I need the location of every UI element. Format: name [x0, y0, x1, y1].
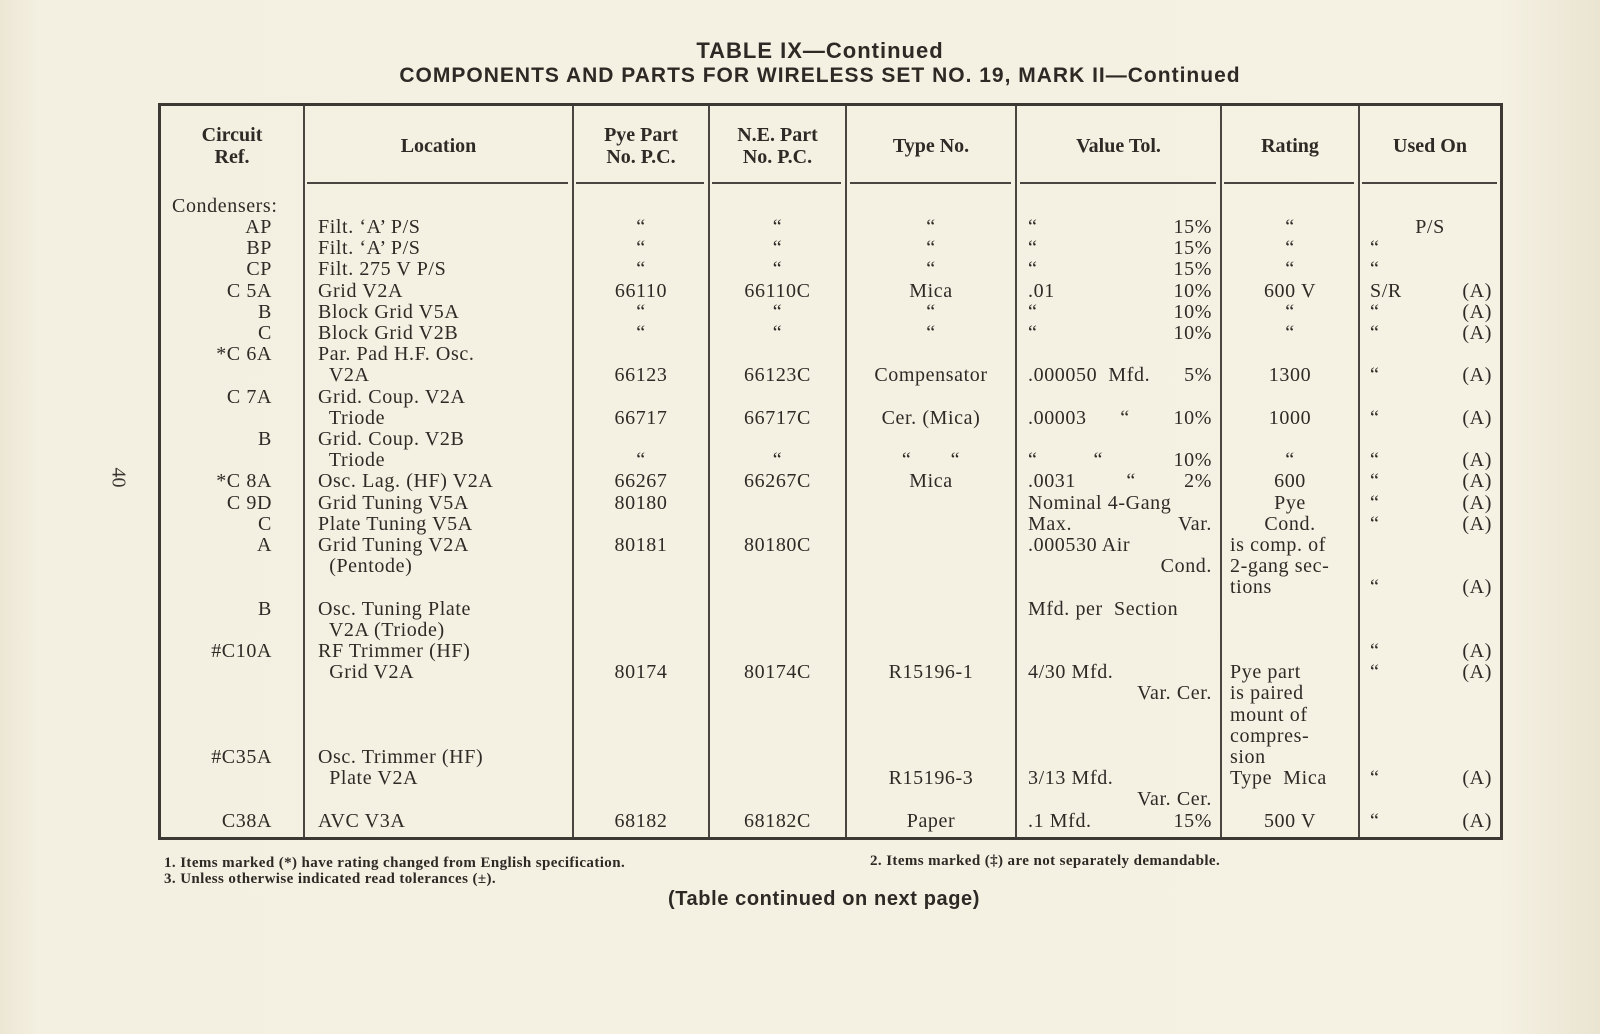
- header-used-on: Used On: [1393, 135, 1467, 157]
- footnote-3: 3. Unless otherwise indicated read tolerances (±).: [164, 871, 497, 887]
- cell-rating: compres-: [1230, 724, 1310, 747]
- cell-rating: sion: [1230, 746, 1266, 768]
- cell-used-on: “: [1370, 767, 1380, 790]
- header-type-no: Type No.: [892, 135, 970, 157]
- cell-rating: “: [1285, 258, 1295, 281]
- cell-type-no: Mica: [909, 279, 953, 302]
- cell-type-no: “: [926, 258, 936, 281]
- cell-pye-part: “: [636, 237, 646, 260]
- cell-pye-part: “: [636, 300, 646, 323]
- cell-circuit-ref: C: [258, 322, 272, 344]
- cell-location: Filt. 275 V P/S: [318, 258, 447, 281]
- cell-rating: 2-gang sec-: [1230, 555, 1330, 578]
- cell-tolerance: Cond.: [1160, 555, 1212, 578]
- cell-location: (Pentode): [318, 555, 413, 578]
- cell-value: .000050 Mfd.: [1028, 364, 1151, 387]
- cell-circuit-ref: CP: [246, 258, 272, 281]
- continued-note: (Table continued on next page): [667, 888, 981, 910]
- cell-pye-part: 66267: [614, 470, 668, 493]
- header-rule: [1362, 182, 1497, 184]
- cell-tolerance: 15%: [1173, 809, 1212, 832]
- cell-used-on-note: (A): [1462, 364, 1492, 387]
- cell-used-on-note: (A): [1462, 322, 1492, 344]
- cell-circuit-ref: C 7A: [226, 385, 272, 408]
- cell-ne-part: 66110C: [744, 279, 811, 302]
- cell-pye-part: “: [636, 449, 646, 472]
- cell-type-no: “: [926, 237, 936, 260]
- cell-tolerance: 15%: [1173, 237, 1212, 260]
- cell-used-on: “: [1370, 406, 1380, 429]
- header-circuit-ref: Circuit Ref.: [201, 124, 263, 168]
- cell-pye-part: 68182: [614, 809, 668, 832]
- header-rule: [1224, 182, 1354, 184]
- cell-location: Grid. Coup. V2A: [318, 385, 466, 408]
- cell-location: RF Trimmer (HF): [318, 640, 471, 662]
- page-number: 40: [107, 467, 130, 488]
- cell-rating: 600 V: [1263, 279, 1317, 302]
- cell-location: V2A: [318, 364, 370, 387]
- cell-used-on-note: (A): [1462, 491, 1492, 514]
- cell-location: Grid V2A: [318, 661, 415, 684]
- cell-circuit-ref: C 9D: [226, 491, 272, 514]
- cell-rating: tions: [1230, 576, 1272, 599]
- header-location: Location: [400, 135, 477, 157]
- cell-circuit-ref: C 5A: [226, 279, 272, 302]
- column-divider: [303, 106, 305, 837]
- cell-rating: Type Mica: [1230, 767, 1327, 790]
- cell-rating: “: [1285, 237, 1295, 260]
- cell-location: Grid Tuning V5A: [318, 491, 469, 514]
- cell-used-on: “: [1370, 300, 1380, 323]
- cell-used-on-note: (A): [1462, 512, 1492, 535]
- cell-ne-part: 66123C: [744, 364, 811, 387]
- cell-type-no: R15196-1: [888, 661, 974, 684]
- cell-tolerance: 10%: [1173, 406, 1212, 429]
- cell-tolerance: 10%: [1173, 300, 1212, 323]
- cell-pye-part: 80181: [614, 534, 668, 556]
- cell-tolerance: Var. Cer.: [1137, 682, 1212, 705]
- cell-type-no: Mica: [909, 470, 953, 493]
- cell-used-on: “: [1370, 322, 1380, 344]
- cell-used-on-note: (A): [1462, 279, 1492, 302]
- cell-type-no: “: [926, 216, 936, 238]
- cell-used-on-note: (A): [1462, 576, 1492, 599]
- cell-value: 3/13 Mfd.: [1028, 767, 1114, 790]
- cell-used-on-note: (A): [1462, 300, 1492, 323]
- cell-value: Max.: [1028, 512, 1073, 535]
- cell-tolerance: 10%: [1173, 322, 1212, 344]
- cell-value: .01: [1028, 279, 1055, 302]
- cell-value: .1 Mfd.: [1028, 809, 1092, 832]
- cell-used-on: “: [1370, 576, 1380, 599]
- cell-used-on: S/R: [1370, 279, 1402, 302]
- cell-value: “: [1028, 237, 1038, 260]
- cell-used-on: “: [1370, 809, 1380, 832]
- cell-rating: “: [1285, 322, 1295, 344]
- cell-location: Grid Tuning V2A: [318, 534, 469, 556]
- cell-value: .0031 “: [1028, 470, 1136, 493]
- cell-location: Filt. ‘A’ P/S: [318, 237, 421, 260]
- cell-value: “: [1028, 300, 1038, 323]
- cell-location: Plate Tuning V5A: [318, 512, 473, 535]
- cell-ne-part: “: [772, 237, 783, 260]
- cell-used-on: “: [1370, 470, 1380, 493]
- cell-pye-part: 80180: [614, 491, 668, 514]
- cell-rating: Pye part: [1230, 661, 1301, 684]
- cell-pye-part: “: [636, 258, 646, 281]
- cell-location: Grid. Coup. V2B: [318, 428, 465, 450]
- cell-ne-part: “: [772, 449, 783, 472]
- cell-used-on: “: [1370, 512, 1380, 535]
- cell-ne-part: “: [772, 258, 783, 281]
- cell-rating: mount of: [1230, 703, 1308, 726]
- cell-used-on-note: (A): [1462, 661, 1492, 684]
- cell-used-on: “: [1370, 661, 1380, 684]
- cell-tolerance: 15%: [1173, 258, 1212, 281]
- cell-value: Nominal 4-Gang: [1028, 491, 1172, 514]
- cell-location: Osc. Lag. (HF) V2A: [318, 470, 494, 493]
- cell-used-on: “: [1370, 449, 1380, 472]
- cell-pye-part: 66110: [614, 279, 668, 302]
- cell-ne-part: “: [772, 216, 783, 238]
- header-pye-part: Pye Part No. P.C.: [604, 124, 678, 168]
- cell-rating: Cond.: [1264, 512, 1316, 535]
- cell-type-no: “: [926, 322, 936, 344]
- cell-type-no: “: [926, 300, 936, 323]
- cell-rating: 600: [1274, 470, 1306, 493]
- cell-used-on: “: [1370, 258, 1380, 281]
- cell-location: Grid V2A: [318, 279, 403, 302]
- cell-location: AVC V3A: [318, 809, 406, 832]
- cell-rating: Pye: [1274, 491, 1306, 514]
- table-subtitle: COMPONENTS AND PARTS FOR WIRELESS SET NO. 19, MARK II—Continued: [399, 64, 1241, 87]
- cell-tolerance: 10%: [1173, 449, 1212, 472]
- cell-tolerance: 2%: [1184, 470, 1212, 493]
- cell-used-on: P/S: [1415, 216, 1445, 238]
- cell-circuit-ref: C38A: [221, 809, 272, 832]
- cell-type-no: Compensator: [874, 364, 988, 387]
- cell-ne-part: 80174C: [744, 661, 811, 684]
- header-rating: Rating: [1261, 135, 1319, 157]
- cell-ne-part: 66717C: [744, 406, 811, 429]
- header-ne-part: N.E. Part No. P.C.: [737, 124, 818, 168]
- cell-rating: “: [1285, 300, 1295, 323]
- cell-used-on-note: (A): [1462, 767, 1492, 790]
- cell-type-no: Cer. (Mica): [881, 406, 981, 429]
- cell-circuit-ref: *C 6A: [216, 343, 272, 366]
- cell-used-on: “: [1370, 364, 1380, 387]
- cell-used-on: “: [1370, 640, 1380, 662]
- cell-rating: “: [1285, 449, 1295, 472]
- cell-circuit-ref: B: [258, 428, 272, 450]
- footnote-2: 2. Items marked (‡) are not separately demandable.: [870, 853, 1221, 869]
- cell-circuit-ref: AP: [245, 216, 272, 238]
- cell-location: Filt. ‘A’ P/S: [318, 216, 421, 238]
- cell-used-on-note: (A): [1462, 406, 1492, 429]
- cell-circuit-ref: BP: [246, 237, 272, 260]
- cell-type-no: Paper: [906, 809, 956, 832]
- header-rule: [850, 182, 1011, 184]
- cell-pye-part: 66717: [614, 406, 668, 429]
- cell-used-on-note: (A): [1462, 640, 1492, 662]
- cell-ne-part: “: [772, 322, 783, 344]
- cell-value: “: [1028, 258, 1038, 281]
- cell-value: .00003 “: [1028, 406, 1130, 429]
- cell-location: Block Grid V2B: [318, 322, 459, 344]
- cell-location: Osc. Trimmer (HF): [318, 746, 484, 768]
- cell-location: Triode: [318, 406, 386, 429]
- cell-rating: is comp. of: [1230, 534, 1327, 556]
- cell-value: “: [1028, 322, 1038, 344]
- cell-used-on-note: (A): [1462, 809, 1492, 832]
- cell-location: Triode: [318, 449, 386, 472]
- cell-type-no: “ “: [901, 449, 961, 472]
- cell-rating: 1000: [1268, 406, 1312, 429]
- cell-pye-part: “: [636, 322, 646, 344]
- column-divider: [1015, 106, 1017, 837]
- cell-used-on-note: (A): [1462, 449, 1492, 472]
- cell-location: Par. Pad H.F. Osc.: [318, 343, 475, 366]
- cell-location: Plate V2A: [318, 767, 419, 790]
- section-label: Condensers:: [172, 195, 278, 217]
- cell-used-on: “: [1370, 237, 1380, 260]
- cell-rating: “: [1285, 216, 1295, 238]
- cell-pye-part: “: [636, 216, 646, 238]
- cell-circuit-ref: B: [258, 300, 272, 323]
- cell-ne-part: 66267C: [744, 470, 811, 493]
- cell-circuit-ref: A: [256, 534, 272, 556]
- cell-tolerance: 10%: [1173, 279, 1212, 302]
- header-rule: [712, 182, 841, 184]
- cell-pye-part: 80174: [614, 661, 668, 684]
- cell-type-no: R15196-3: [888, 767, 974, 790]
- cell-circuit-ref: #C35A: [211, 746, 272, 768]
- cell-circuit-ref: #C10A: [211, 640, 272, 662]
- cell-value: “ “: [1028, 449, 1103, 472]
- cell-ne-part: 68182C: [744, 809, 811, 832]
- cell-value: .000530 Air: [1028, 534, 1131, 556]
- cell-circuit-ref: *C 8A: [216, 470, 272, 493]
- cell-location: Block Grid V5A: [318, 300, 460, 323]
- table-title: TABLE IX—Continued: [696, 38, 944, 63]
- cell-value: Mfd. per Section: [1028, 597, 1179, 620]
- cell-rating: 500 V: [1263, 809, 1317, 832]
- cell-tolerance: 15%: [1173, 216, 1212, 238]
- header-rule: [307, 182, 568, 184]
- cell-tolerance: Var. Cer.: [1137, 788, 1212, 811]
- footnote-1: 1. Items marked (*) have rating changed from English specification.: [164, 855, 626, 871]
- cell-used-on: “: [1370, 491, 1380, 514]
- cell-rating: 1300: [1268, 364, 1312, 387]
- header-value-tol: Value Tol.: [1076, 135, 1161, 157]
- cell-value: 4/30 Mfd.: [1028, 661, 1114, 684]
- cell-rating: is paired: [1230, 682, 1304, 705]
- cell-circuit-ref: B: [258, 597, 272, 620]
- cell-used-on-note: (A): [1462, 470, 1492, 493]
- cell-tolerance: Var.: [1177, 512, 1212, 535]
- header-rule: [576, 182, 704, 184]
- cell-pye-part: 66123: [614, 364, 668, 387]
- cell-location: V2A (Triode): [318, 618, 445, 641]
- cell-circuit-ref: C: [258, 512, 272, 535]
- cell-location: Osc. Tuning Plate: [318, 597, 472, 620]
- header-rule: [1020, 182, 1216, 184]
- cell-ne-part: “: [772, 300, 783, 323]
- cell-tolerance: 5%: [1184, 364, 1212, 387]
- cell-value: “: [1028, 216, 1038, 238]
- cell-ne-part: 80180C: [744, 534, 811, 556]
